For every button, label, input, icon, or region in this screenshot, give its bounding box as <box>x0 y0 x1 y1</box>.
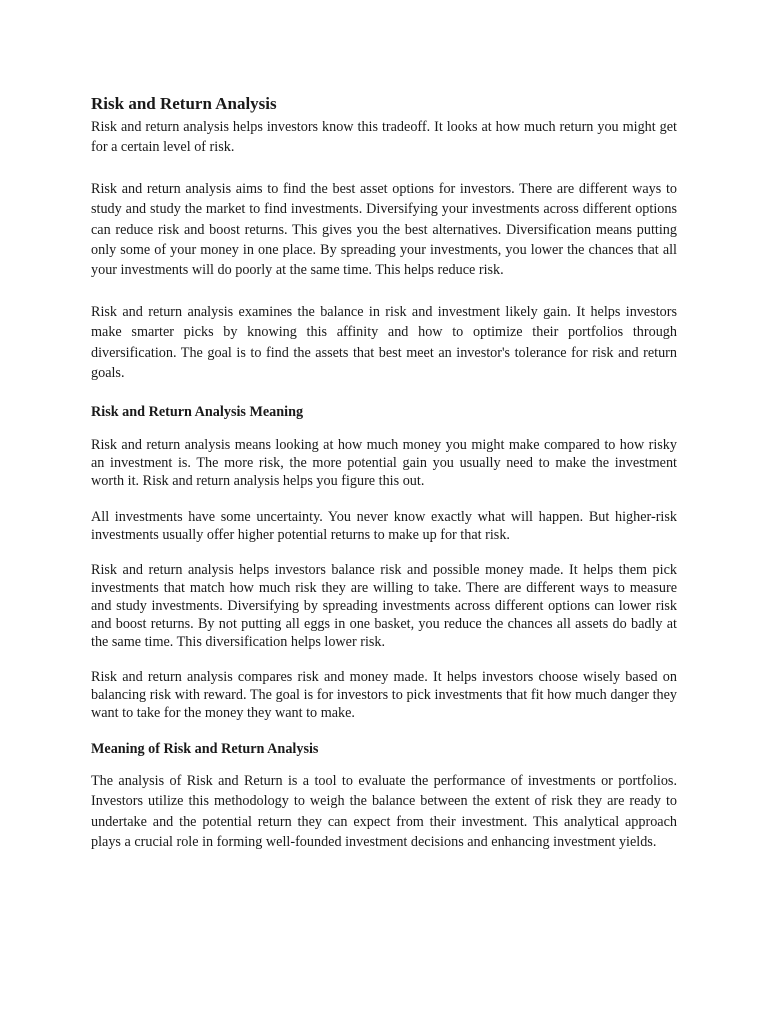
section-heading-meaning: Risk and Return Analysis Meaning <box>91 404 304 421</box>
body-paragraph: Risk and return analysis aims to find the best asset options for investors. There are different ways to study and study the market to find investments. Diversifying your investments across different options can reduce risk and boost returns. This gives you the best alternatives. Diversification means putting only some of your money in one place. By spreading your investments, you lower the chances that all your investments will do poorly at the same time. This helps reduce risk. <box>91 180 677 279</box>
document-page <box>91 92 677 852</box>
body-paragraph: Risk and return analysis examines the balance in risk and investment likely gain. It helps investors make smarter picks by knowing this affinity and how to optimize their portfolios through diversification. The goal is to find the assets that best meet an investor's tolerance for risk and return goals. <box>91 303 677 382</box>
section-paragraph: All investments have some uncertainty. You never know exactly what will happen. But higher-risk investments usually offer higher potential returns to make up for that risk. <box>91 508 677 543</box>
section-paragraph: Risk and return analysis means looking at how much money you might make compared to how risky an investment is. The more risk, the more potential gain you usually need to make the investment worth it. Risk and return analysis helps you figure this out. <box>91 437 677 490</box>
section-paragraph: The analysis of Risk and Return is a tool to evaluate the performance of investments or portfolios. Investors utilize this methodology to weigh the balance between the extent of risk they are ready to undertake and the potential return they can expect from their investment. This analytical approach plays a crucial role in forming well-founded investment decisions and enhancing investment yields. <box>91 772 677 851</box>
section-paragraph: Risk and return analysis compares risk and money made. It helps investors choose wisely based on balancing risk with reward. The goal is for investors to pick investments that fit how much danger they want to take for the money they want to make. <box>91 669 677 722</box>
document-title: Risk and Return Analysis <box>91 94 277 113</box>
section-heading-meaning-of: Meaning of Risk and Return Analysis <box>91 740 319 757</box>
intro-paragraph: Risk and return analysis helps investors know this tradeoff. It looks at how much return you might get for a certain level of risk. <box>91 119 677 156</box>
section-paragraph: Risk and return analysis helps investors balance risk and possible money made. It helps them pick investments that match how much risk they are willing to take. There are different ways to measure and study investments. Diversifying by spreading investments across different options can lower risk and boost returns. By not putting all eggs in one basket, you reduce the chances all assets do badly at the same time. This diversification helps lower risk. <box>91 562 677 650</box>
